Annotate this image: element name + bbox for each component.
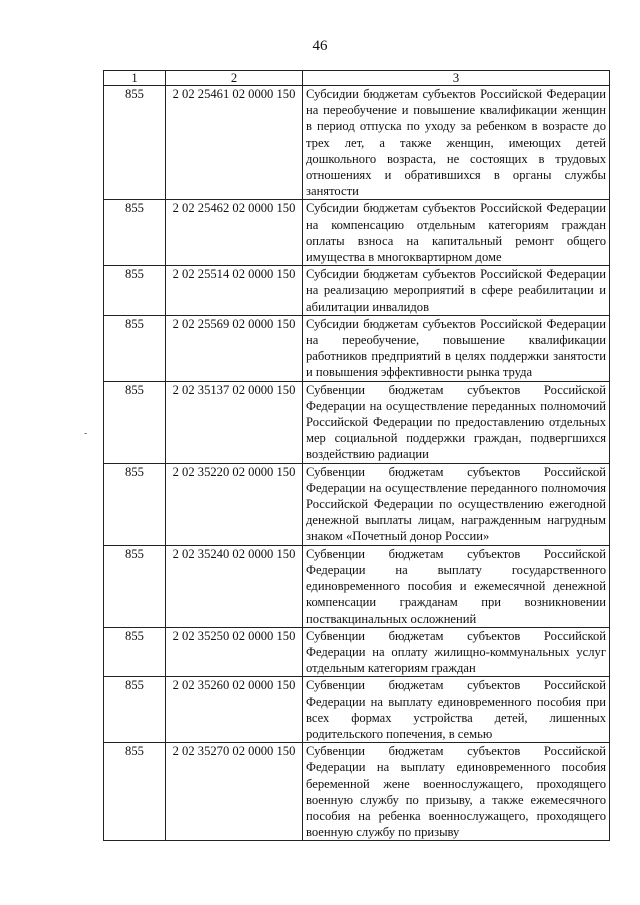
admin-code-cell: 855 — [104, 86, 166, 200]
budget-code-cell: 2 02 35240 02 0000 150 — [166, 545, 303, 627]
admin-code-cell: 855 — [104, 627, 166, 677]
budget-code-cell: 2 02 35260 02 0000 150 — [166, 677, 303, 743]
table-row — [104, 743, 610, 841]
table-row — [104, 266, 610, 316]
description-cell: Субвенции бюджетам субъектов Российской Федерации на выплату единовременного пособия при всех формах устройства детей, лишенных родительского попечения, в семью — [303, 677, 610, 743]
table-row — [104, 463, 610, 545]
description-cell: Субвенции бюджетам субъектов Российской Федерации на осуществление переданного полномочия Российской Федерации по осуществлению ежегодной денежной выплаты лицам, награжденным нагрудным знаком «Почетный донор России» — [303, 463, 610, 545]
description-cell: Субсидии бюджетам субъектов Российской Федерации на переобучение, повышение квалификации работников предприятий в целях поддержки занятости и повышения эффективности рынка труда — [303, 315, 610, 381]
description-cell: Субвенции бюджетам субъектов Российской Федерации на выплату государственного единовременного пособия и ежемесячной денежной компенсации гражданам при возникновении поствакцинальных осложнений — [303, 545, 610, 627]
budget-code-cell: 2 02 35250 02 0000 150 — [166, 627, 303, 677]
admin-code-cell: 855 — [104, 315, 166, 381]
table-row — [104, 200, 610, 266]
budget-code-cell: 2 02 25462 02 0000 150 — [166, 200, 303, 266]
budget-code-cell: 2 02 35137 02 0000 150 — [166, 381, 303, 463]
table-row — [104, 315, 610, 381]
budget-code-cell: 2 02 35270 02 0000 150 — [166, 743, 303, 841]
table-row — [104, 545, 610, 627]
budget-code-cell: 2 02 25569 02 0000 150 — [166, 315, 303, 381]
description-cell: Субсидии бюджетам субъектов Российской Федерации на компенсацию отдельным категориям граждан оплаты взноса на капитальный ремонт общего имущества в многоквартирном доме — [303, 200, 610, 266]
description-cell: Субсидии бюджетам субъектов Российской Федерации на переобучение и повышение квалификации женщин в период отпуска по уходу за ребенком в возрасте до трех лет, а также женщин, имеющих детей дошкольного возраста, не состоящих в трудовых отношениях и обратившихся в органы службы занятости — [303, 86, 610, 200]
description-cell: Субвенции бюджетам субъектов Российской Федерации на выплату единовременного пособия беременной жене военнослужащего, проходящего военную службу по призыву, а также ежемесячного пособия на ребенка военнослужащего, проходящего военную службу по призыву — [303, 743, 610, 841]
admin-code-cell: 855 — [104, 743, 166, 841]
page-number: 46 — [312, 38, 328, 54]
admin-code-cell: 855 — [104, 677, 166, 743]
admin-code-cell: 855 — [104, 266, 166, 316]
admin-code-cell: 855 — [104, 200, 166, 266]
table-header-row — [104, 71, 610, 86]
table-row — [104, 86, 610, 200]
admin-code-cell: 855 — [104, 463, 166, 545]
table-row — [104, 381, 610, 463]
description-cell: Субвенции бюджетам субъектов Российской Федерации на оплату жилищно-коммунальных услуг отдельным категориям граждан — [303, 627, 610, 677]
description-cell: Субвенции бюджетам субъектов Российской Федерации на осуществление переданных полномочий Российской Федерации по предоставлению отдельных мер социальной поддержки граждан, подвергшихся воздействию радиации — [303, 381, 610, 463]
column-header-3: 3 — [303, 71, 610, 86]
table-row — [104, 627, 610, 677]
column-header-1: 1 — [104, 71, 166, 86]
budget-code-cell: 2 02 35220 02 0000 150 — [166, 463, 303, 545]
table-row — [104, 677, 610, 743]
admin-code-cell: 855 — [104, 545, 166, 627]
budget-code-cell: 2 02 25461 02 0000 150 — [166, 86, 303, 200]
budget-code-cell: 2 02 25514 02 0000 150 — [166, 266, 303, 316]
admin-code-cell: 855 — [104, 381, 166, 463]
budget-classification-table — [103, 70, 610, 841]
margin-mark: - — [84, 428, 88, 439]
description-cell: Субсидии бюджетам субъектов Российской Федерации на реализацию мероприятий в сфере реабилитации и абилитации инвалидов — [303, 266, 610, 316]
column-header-2: 2 — [166, 71, 303, 86]
